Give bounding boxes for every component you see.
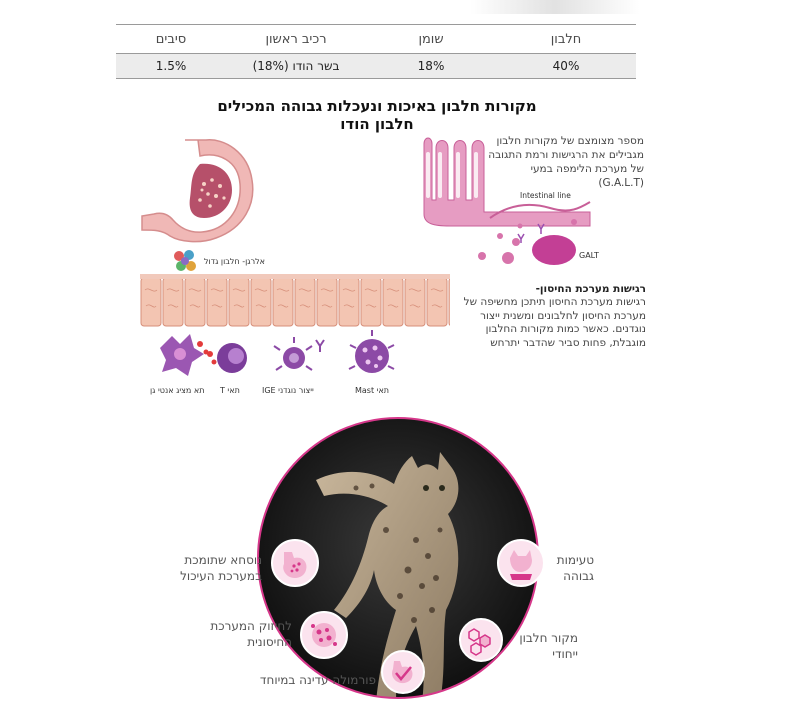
value-protein: 40% bbox=[552, 59, 580, 73]
palatability-icon bbox=[496, 538, 546, 588]
header-protein: חלבון bbox=[550, 31, 582, 47]
cell-label-mast: תאי Mast bbox=[355, 386, 390, 395]
benefit-palatability: טעימות גבוהה bbox=[556, 553, 594, 583]
benefit-digestive-support: נוסחא שתומכת במערכת העיכול bbox=[180, 553, 262, 583]
info-paragraph-1: מספר מצומצם של מקורות חלבון מגבילים את הרגישות ורמת התגובה של מערכת הלימפה במעי (G.A.L.T) bbox=[488, 135, 644, 189]
antigen-presenting-cell bbox=[160, 334, 204, 376]
table-values-row bbox=[116, 53, 636, 79]
stomach-illustration bbox=[140, 134, 260, 246]
intestinal-line-label: Intestinal line bbox=[520, 191, 571, 200]
value-fiber: 1.5% bbox=[155, 59, 187, 73]
galt-label: GALT bbox=[579, 251, 599, 260]
benefit-unique-protein: מקור חלבון ייחודי bbox=[519, 631, 578, 661]
unique-protein-icon bbox=[458, 617, 504, 663]
mast-cell bbox=[349, 330, 394, 373]
nutrition-table bbox=[116, 24, 636, 79]
benefit-gentle-formula: פורמולה עדינה במיוחד bbox=[259, 673, 376, 687]
immune-section-text: רגישות מערכת החיסון תיתכן מחשיפה של מערכת החיסון לחלבונים ומשנית ייצור נוגדנים. כאשר כמות מקורות החלבון מוגבלת, פחות סביר שהדבר יתרחש bbox=[463, 296, 646, 349]
value-fat: 18% bbox=[417, 59, 445, 73]
ige-cell bbox=[274, 337, 324, 370]
header-fiber: סיבים bbox=[155, 31, 187, 47]
cell-label-t-cells: תאי T bbox=[220, 386, 240, 395]
digestive-support-icon bbox=[270, 538, 320, 588]
allergen-label: אלרגן- חלבון גדול bbox=[204, 257, 266, 266]
gentle-formula-icon bbox=[380, 649, 426, 695]
header-first-ingredient: רכיב ראשון bbox=[265, 31, 327, 47]
t-cell bbox=[207, 343, 247, 373]
value-first-ingredient: בשר הודו (18%) bbox=[252, 59, 340, 73]
benefit-immune-support: לחיזוק המערכת החיסונית bbox=[210, 619, 292, 649]
table-header-row bbox=[116, 24, 636, 53]
section-title: מקורות חלבון באיכות ונעכלות גבוהה המכילים חלבון הודו bbox=[217, 97, 537, 133]
immune-support-icon bbox=[299, 610, 349, 660]
immune-cells-illustration bbox=[150, 318, 400, 388]
header-fat: שומן bbox=[418, 31, 444, 47]
immune-section-title: רגישות מערכת החיסון- bbox=[535, 283, 646, 295]
scan-smudge bbox=[470, 0, 640, 14]
cell-label-apc: תא מציג אנטי גן bbox=[150, 386, 205, 395]
cell-label-ige: ייצור נוגדני IGE bbox=[262, 386, 314, 395]
